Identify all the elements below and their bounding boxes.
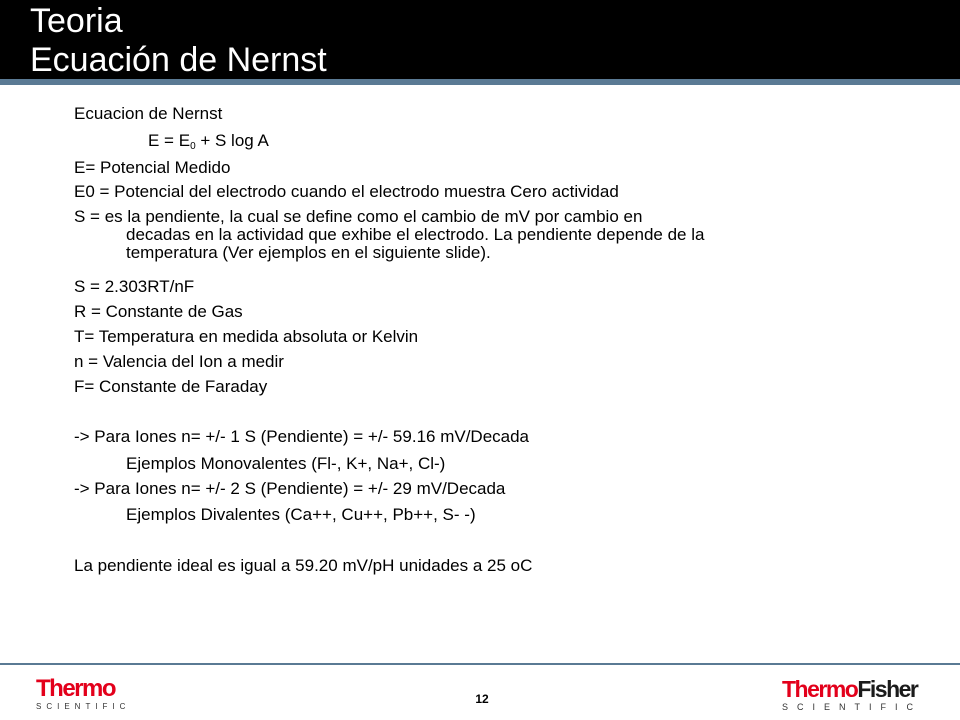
logo-right-word-fisher: Fisher [857,676,918,702]
thermo-fisher-scientific-logo [782,678,932,714]
equation-part-a: E = E [148,131,191,150]
body-line-5b: decadas en la actividad que exhibe el electrodo. La pendiente depende de la [126,225,705,244]
body-line-10: F= Constante de Faraday [74,377,268,396]
thermo-scientific-logo [36,675,131,714]
body-line-1: Ecuacion de Nernst [74,104,223,123]
page-number: 12 [475,692,489,706]
equation-line [148,131,269,157]
body-line-14: Ejemplos Divalentes (Ca++, Cu++, Pb++, S- -) [126,505,476,524]
logo-left-wordmark: Thermo [36,675,116,702]
body-line-7: R = Constante de Gas [74,302,243,321]
logo-left-subtitle: SCIENTIFIC [36,702,131,711]
body-line-5a: S = es la pendiente, la cual se define como el cambio de mV por cambio en [74,207,643,226]
equation-subscript: 0 [190,141,196,152]
title-line-2: Ecuación de Nernst [30,41,327,79]
body-line-11: -> Para Iones n= +/- 1 S (Pendiente) = +/- 59.16 mV/Decada [74,427,530,446]
body-line-5 [74,208,904,262]
equation-part-b: + S log A [195,131,269,150]
body-line-12: Ejemplos Monovalentes (Fl-, K+, Na+, Cl-) [126,454,446,473]
logo-right-wordmark [782,678,932,700]
logo-right-subtitle: SCIENTIFIC [782,702,923,712]
logo-right-word-thermo: Thermo [782,676,858,702]
title-line-1: Teoria [30,2,123,40]
slide-title [30,2,327,80]
footer-divider [0,663,960,665]
body-line-6: S = 2.303RT/nF [74,277,195,296]
body-line-13: -> Para Iones n= +/- 2 S (Pendiente) = +/- 29 mV/Decada [74,479,506,498]
body-line-9: n = Valencia del Ion a medir [74,352,284,371]
body-line-8: T= Temperatura en medida absoluta or Kelvin [74,327,419,346]
body-line-4: E0 = Potencial del electrodo cuando el electrodo muestra Cero actividad [74,182,619,201]
body-line-15: La pendiente ideal es igual a 59.20 mV/pH unidades a 25 oC [74,556,533,575]
body-line-3: E= Potencial Medido [74,158,231,177]
body-line-5c: temperatura (Ver ejemplos en el siguiente slide). [126,243,491,262]
